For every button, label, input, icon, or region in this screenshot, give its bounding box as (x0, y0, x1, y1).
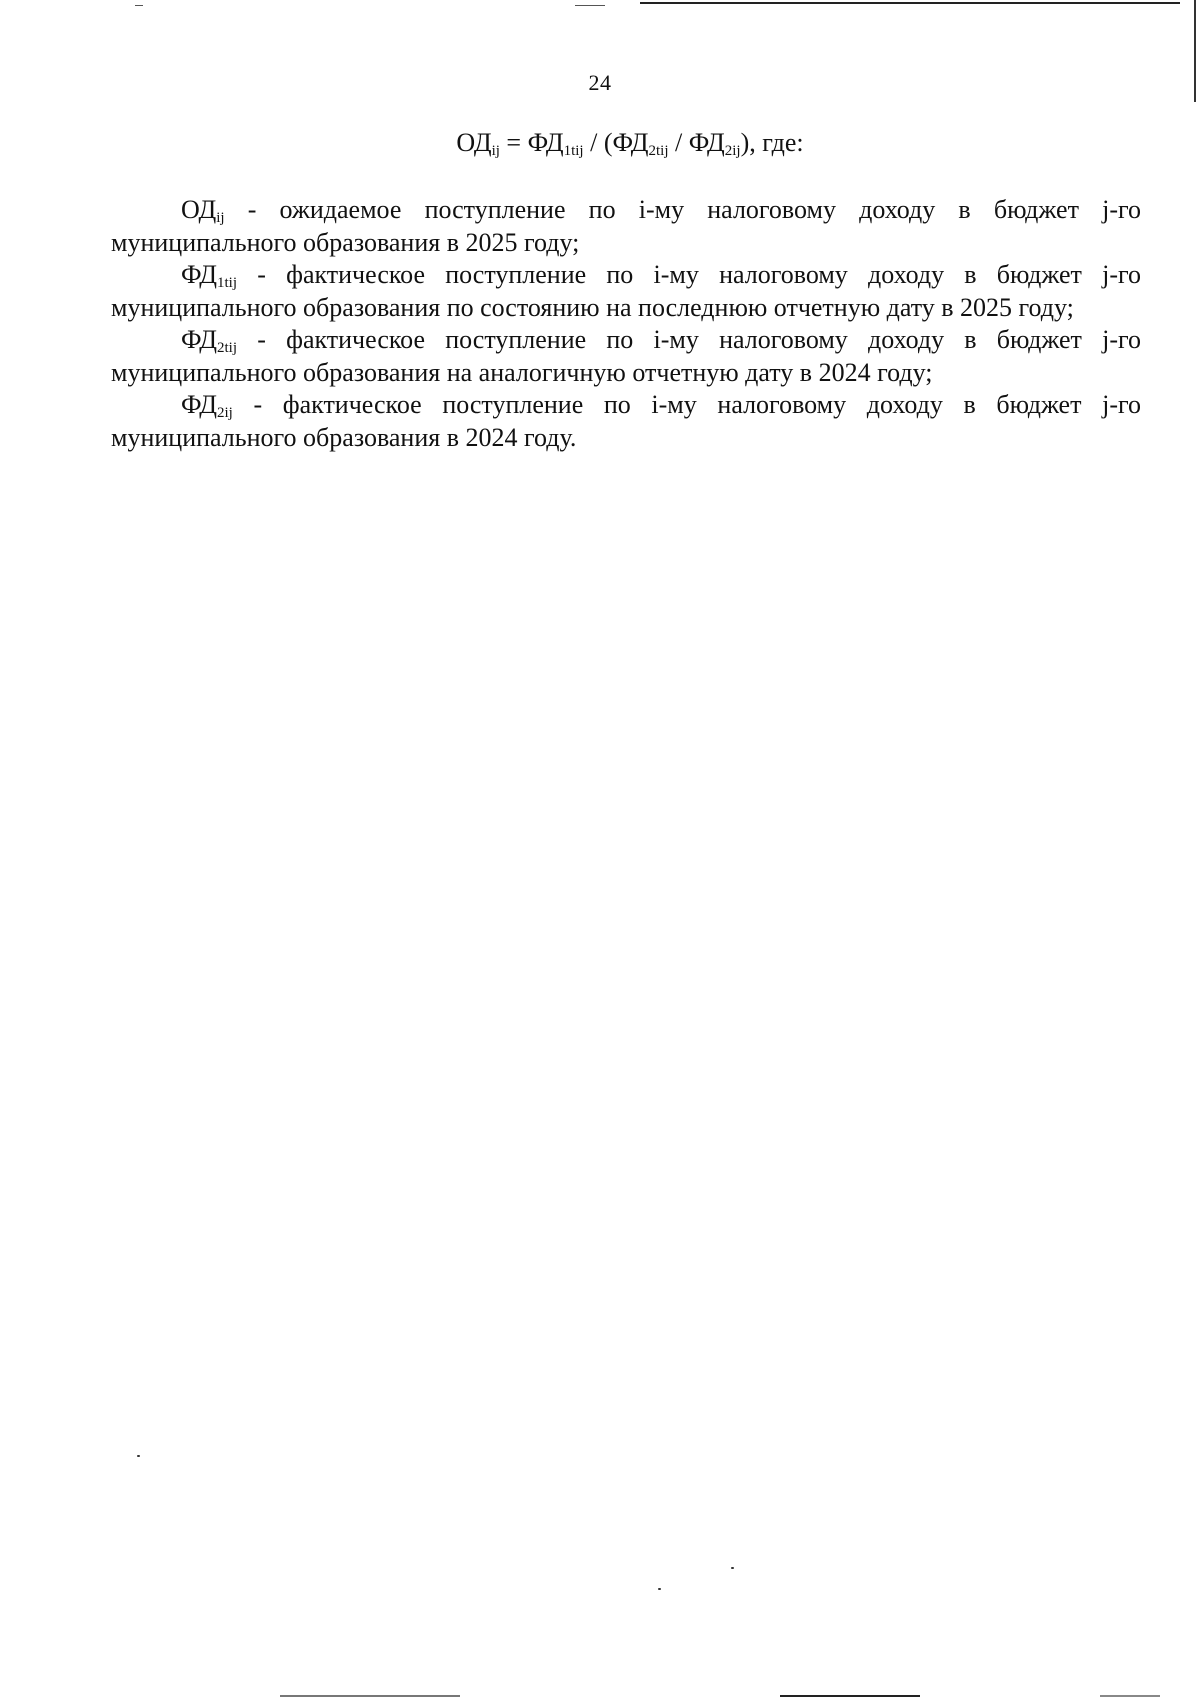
formula-term-1-sub: 1tij (563, 143, 584, 159)
definition-symbol: ОД (181, 195, 217, 224)
definition-symbol-sub: 2tij (217, 340, 238, 356)
definition-paragraph (111, 259, 1141, 324)
scan-artifact-bottom (1100, 1695, 1160, 1697)
formula-term-3: ФД (688, 128, 725, 157)
scan-artifact-right-edge (1194, 0, 1196, 1701)
definition-paragraph (111, 194, 1141, 259)
scan-artifact-dash (135, 5, 143, 6)
scan-artifact-dot (731, 1567, 734, 1569)
definition-paragraph (111, 389, 1141, 454)
definition-text: - фактическое поступление по i-му налоговому доходу в бюджет j-го муниципального образования в 2024 году. (111, 390, 1141, 452)
definition-symbol-sub: ij (216, 210, 225, 226)
definition-symbol: ФД (181, 325, 217, 354)
scan-artifact-dot (658, 1588, 661, 1590)
formula-operator: / ( (583, 128, 613, 157)
definition-text: - фактическое поступление по i-му налоговому доходу в бюджет j-го муниципального образования по состоянию на последнюю отчетную дату в 2025 году; (111, 260, 1141, 322)
formula-equals: = (499, 128, 528, 157)
formula (0, 128, 1200, 158)
formula-slash: / (668, 128, 689, 157)
definitions-list (111, 194, 1141, 454)
scan-artifact-dot (137, 1455, 140, 1457)
definition-text: - ожидаемое поступление по i-му налоговому доходу в бюджет j-го муниципального образования в 2025 году; (111, 195, 1141, 257)
definition-symbol-sub: 2ij (217, 405, 233, 421)
formula-lhs: ОД (456, 128, 492, 157)
scan-artifact-bottom (780, 1695, 920, 1697)
definition-symbol-sub: 1tij (217, 275, 238, 291)
definition-symbol: ФД (181, 390, 217, 419)
definition-symbol: ФД (181, 260, 217, 289)
definition-paragraph (111, 324, 1141, 389)
page-number: 24 (588, 70, 612, 95)
scan-artifact-bottom (280, 1695, 460, 1697)
scan-artifact-dash (575, 5, 605, 6)
scan-artifact-top-line (640, 2, 1180, 4)
formula-term-2: ФД (612, 128, 649, 157)
definition-text: - фактическое поступление по i-му налоговому доходу в бюджет j-го муниципального образования на аналогичную отчетную дату в 2024 году; (111, 325, 1141, 387)
formula-term-2-sub: 2tij (648, 143, 669, 159)
formula-lhs-sub: ij (491, 143, 500, 159)
formula-term-1: ФД (527, 128, 564, 157)
formula-tail: ), где: (740, 128, 804, 157)
formula-term-3-sub: 2ij (724, 143, 741, 159)
